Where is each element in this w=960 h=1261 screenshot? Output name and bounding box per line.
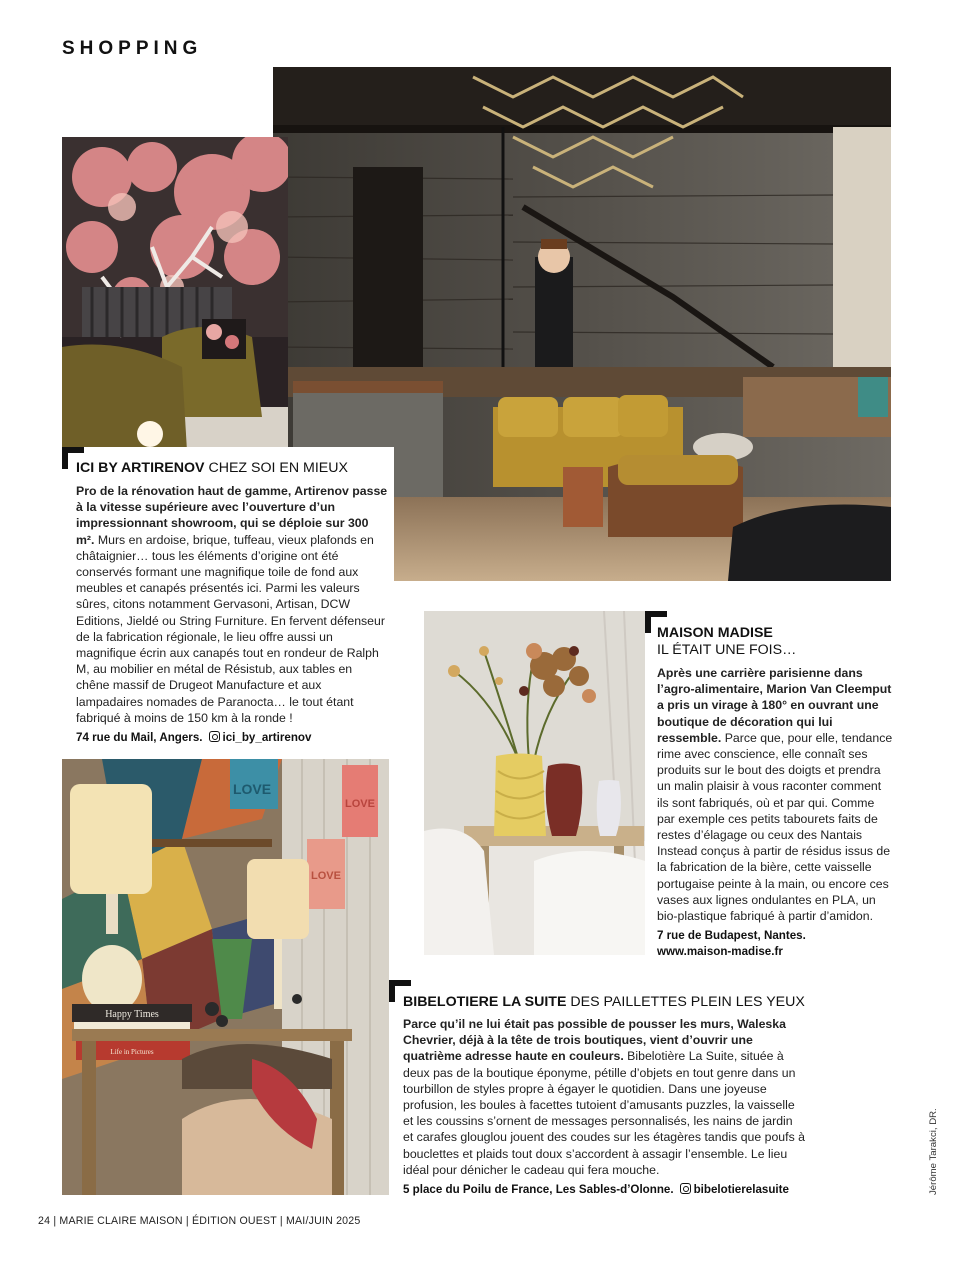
article-address — [403, 1182, 809, 1198]
article-text: Parce que, pour elle, tendance rime avec conscience, elle connaît ses produits sur le bout des doigts et prendra un malin plaisir à vous raconter comment ils sont fabriqués, où et par qui. Comme par exemple ces petits tabourets faits de restes d’élagage ou ceux des Nantais Instead conçus à partir de résidus issus de la fabrication de la bière, cette vaisselle portugaise peinte à la main, ou encore ces vases aux lignes ondulantes en PLA, un bio-plastique fabriqué à partir d’amidon. — [657, 730, 893, 924]
lounge-photo — [62, 137, 288, 451]
book-happy-times: Happy Times — [105, 1009, 159, 1020]
article-title-rest: DES PAILLETTES PLEIN LES YEUX — [570, 994, 805, 1010]
article-body — [657, 665, 893, 924]
article-bibelotiere — [389, 980, 809, 1200]
article-lead: Parce qu’il ne lui était pas possible de pousser les murs, Waleska Chevrier, déjà à la tête de trois boutiques, vient d’ouvrir une quatrième adresse haute en couleurs. — [403, 1017, 786, 1064]
address-text: 7 rue de Budapest, Nantes. — [657, 929, 806, 943]
article-address — [657, 928, 895, 960]
article-title-bold: ICI BY ARTIRENOV — [76, 460, 205, 476]
instagram-handle[interactable]: bibelotierelasuite — [693, 1183, 789, 1197]
wall-art-love-3: LOVE — [311, 870, 341, 882]
article-title-bold: BIBELOTIERE LA SUITE — [403, 994, 567, 1010]
article-text: Bibelotière La Suite, située à deux pas de la boutique éponyme, pétille d’objets en tout genre dans un tourbillon de styles propre à égayer le quotidien. Dans une joyeuse profusion, les boules à facettes tutoient d’amusants puzzles, la vaisselle et les coussins s’ornent de messages personnalisés, les nains de jardin et carafes glouglou jouent des coudes sur les étagères tandis que poufs à bouclettes et plaids tout doux s’accordent à assagir l’ensemble. Le lieu idéal pour dénicher le cadeau qui fera mouche. — [403, 1049, 805, 1177]
instagram-handle[interactable]: ici_by_artirenov — [222, 731, 312, 745]
article-address — [76, 730, 394, 746]
article-madise — [645, 611, 895, 963]
photo-credit: Jérôme Tarakci, DR. — [928, 1108, 939, 1195]
article-artirenov — [62, 447, 394, 745]
article-title-rest: IL ÉTAIT UNE FOIS… — [657, 642, 797, 658]
article-title-bold: MAISON MADISE — [657, 625, 773, 641]
article-body — [76, 483, 388, 726]
instagram-icon — [680, 1183, 691, 1194]
article-lead: Après une carrière parisienne dans l’agro-alimentaire, Marion Van Cleemput a pris un virage à 180° en ouvrant une boutique de décoration qui lui ressemble. — [657, 666, 892, 745]
wall-art-love-1: LOVE — [232, 781, 272, 797]
instagram-icon — [209, 731, 220, 742]
article-title — [657, 625, 895, 659]
page-footer: 24 | MARIE CLAIRE MAISON | ÉDITION OUEST | MAI/JUIN 2025 — [38, 1215, 361, 1227]
article-title-rest: CHEZ SOI EN MIEUX — [208, 460, 348, 476]
address-text: 5 place du Poilu de France, Les Sables-d’Olonne. — [403, 1183, 674, 1197]
book-life-in-pictures: Life in Pictures — [110, 1048, 154, 1056]
bibelotiere-photo — [62, 759, 389, 1195]
article-lead: Pro de la rénovation haut de gamme, Artirenov passe à la vitesse supérieure avec l’ouverture d’un impressionnant showroom, qui se déploie sur 300 m². — [76, 484, 388, 547]
corner-marker — [645, 611, 667, 633]
article-text: Murs en ardoise, brique, tuffeau, vieux plafonds en châtaignier… tous les éléments d’origine ont été conservés formant une magnifique toile de fond aux meubles et canapés présentés ici. Parmi les valeurs sûres, citons notamment Gervasoni, Artisan, DCW Editions, Jieldé ou String Furniture. En fervent défenseur de la fabrication régionale, le lieu offre aussi un magnifique écrin aux canapés tout en rondeur de Ralph M, au mobilier en métal de Résistub, aux tables en chêne massif de Drugeot Manufacture et aux lampadaires nomades de Paranocta… le tout étant fabriqué à moins de 150 km à la ronde ! — [76, 532, 385, 725]
address-text: 74 rue du Mail, Angers. — [76, 731, 203, 745]
article-title — [403, 994, 809, 1011]
article-title — [76, 460, 394, 477]
website-link[interactable]: www.maison-madise.fr — [657, 945, 783, 959]
corner-marker — [389, 980, 411, 1002]
corner-marker — [62, 447, 84, 469]
rubric-title: SHOPPING — [62, 38, 203, 59]
article-body — [403, 1016, 805, 1178]
vases-photo — [424, 611, 645, 955]
wall-art-love-2: LOVE — [345, 798, 375, 810]
